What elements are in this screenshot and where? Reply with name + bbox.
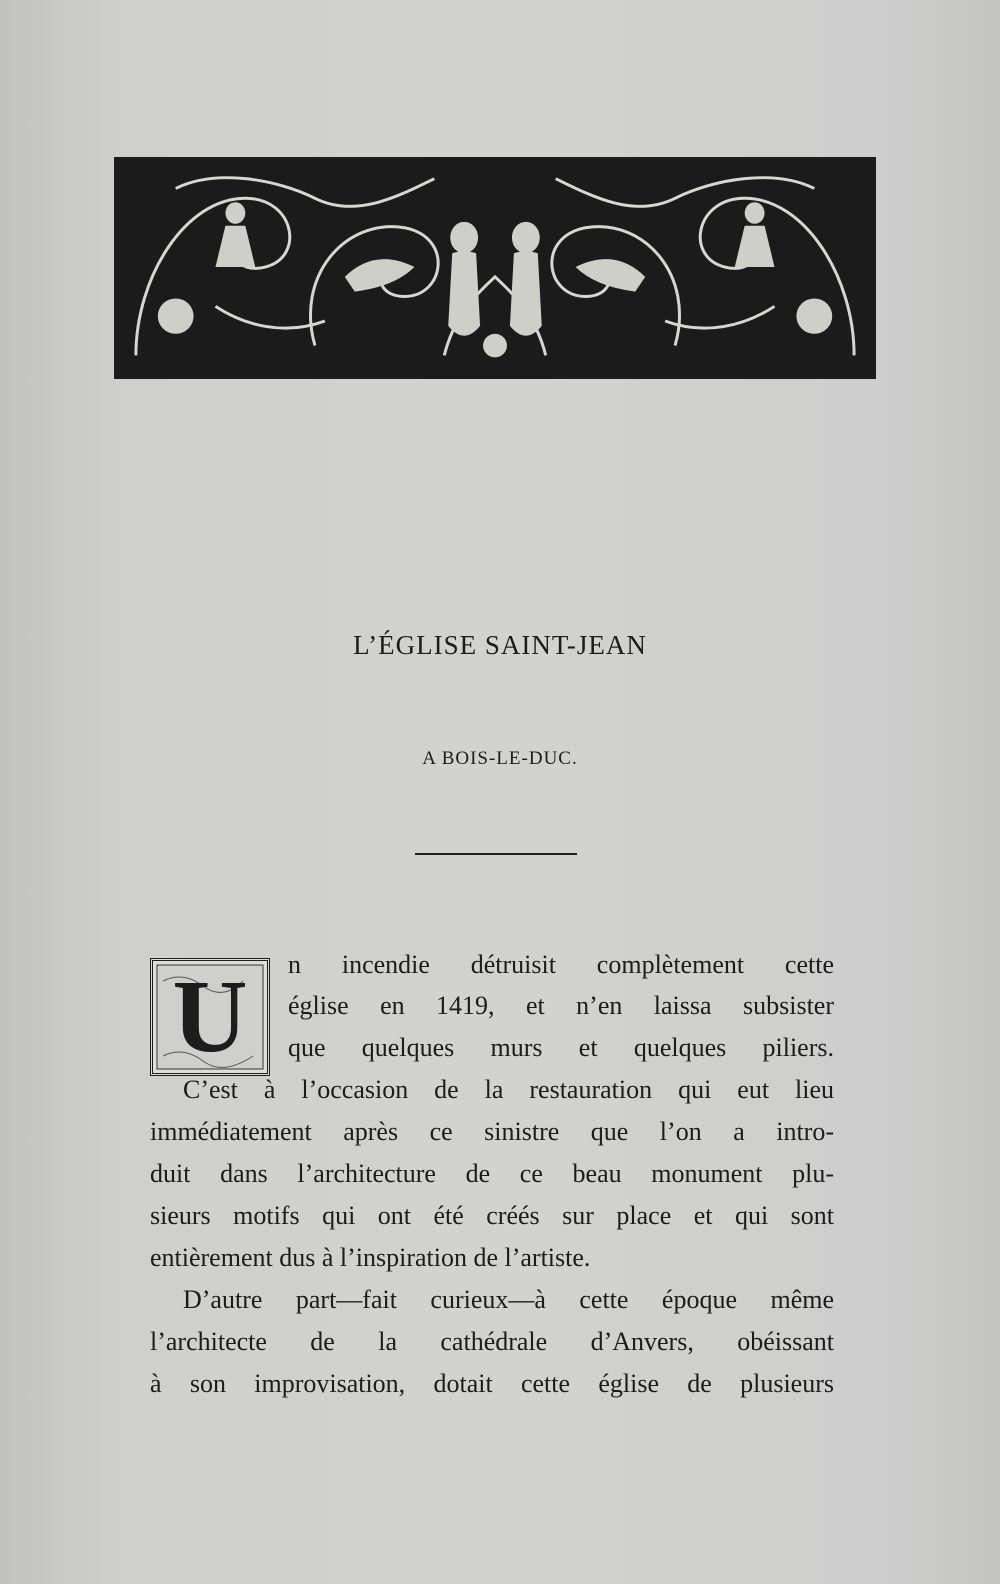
text-line: immédiatement après ce sinistre que l’on a intro-: [150, 1117, 834, 1146]
drop-cap-letter: U: [172, 959, 248, 1074]
chapter-title: L’ÉGLISE SAINT-JEAN: [353, 630, 647, 660]
foliage-scroll-illustration: [116, 159, 874, 377]
text-line: n incendie détruisit complètement cette: [288, 950, 834, 979]
text-line: sieurs motifs qui ont été créés sur place et qui sont: [150, 1201, 834, 1230]
text-line: que quelques murs et quelques piliers.: [288, 1033, 834, 1062]
text-line: église en 1419, et n’en laissa subsister: [288, 991, 834, 1020]
text-line: entièrement dus à l’inspiration de l’artiste.: [150, 1243, 591, 1272]
text-line: l’architecte de la cathédrale d’Anvers, obéissant: [150, 1327, 834, 1356]
text-line: C’est à l’occasion de la restauration qui eut lieu: [183, 1075, 834, 1104]
text-line: D’autre part—fait curieux—à cette époque même: [183, 1285, 834, 1314]
chapter-subtitle: A BOIS-LE-DUC.: [422, 748, 578, 769]
text-line: à son improvisation, dotait cette église de plusieurs: [150, 1369, 834, 1398]
drop-cap: [150, 958, 270, 1076]
text-line: duit dans l’architecture de ce beau monument plu-: [150, 1159, 834, 1188]
headpiece-ornament: [114, 157, 876, 379]
title-rule: [415, 853, 577, 855]
